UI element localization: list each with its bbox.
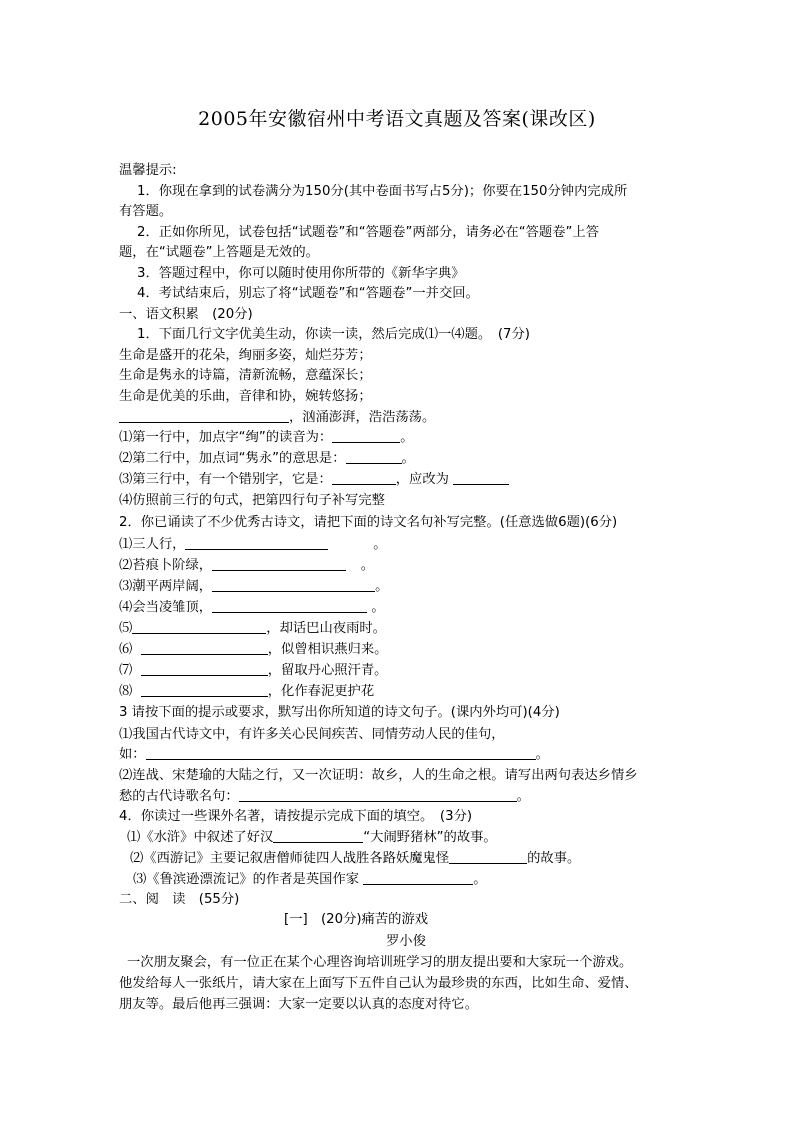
answer-blank[interactable] bbox=[146, 745, 536, 760]
answer-blank[interactable] bbox=[119, 408, 289, 423]
question-2-6: ⑹ ，似曾相识燕归来。 bbox=[119, 642, 388, 657]
answer-blank[interactable] bbox=[332, 470, 396, 485]
answer-blank[interactable] bbox=[363, 870, 473, 885]
answer-blank[interactable] bbox=[212, 577, 375, 592]
question-1-4: ⑷仿照前三行的句式，把第四行句子补写完整 bbox=[119, 493, 385, 508]
tip-1-line-1: 1．你现在拿到的试卷满分为150分(其中卷面书写占5分)；你要在150分钟内完成所 bbox=[137, 184, 628, 199]
question-3-2-line-1: ⑵连战、宋楚瑜的大陆之行，又一次证明：故乡，人的生命之根。请写出两句表达乡情乡 bbox=[119, 768, 638, 783]
tip-2-line-2: 题，在“试题卷”上答题是无效的。 bbox=[119, 245, 319, 260]
question-1-3: ⑶第三行中，有一个错别字，它是： ，应改为 bbox=[119, 470, 509, 490]
answer-blank[interactable] bbox=[141, 661, 268, 676]
answer-blank[interactable] bbox=[332, 428, 400, 443]
section-2-heading: 二、阅 读 (55分) bbox=[119, 892, 240, 907]
tip-4: 4．考试结束后，别忘了将“试题卷”和“答题卷”一并交回。 bbox=[137, 286, 479, 301]
question-2-1: ⑴三人行， 。 bbox=[119, 537, 387, 552]
question-3-1-line-2: 如： 。 bbox=[119, 747, 549, 762]
answer-blank[interactable] bbox=[346, 449, 402, 464]
question-1-prompt: 1．下面几行文字优美生动，你读一读，然后完成⑴一⑷题。 (7分) bbox=[137, 327, 530, 342]
reading-paragraph-line-3: 朋友等。最后他再三强调：大家一定要以认真的态度对待它。 bbox=[119, 997, 479, 1012]
answer-blank[interactable] bbox=[185, 535, 328, 550]
reading-paragraph-line-1: 一次朋友聚会，有一位正在某个心理咨询培训班学习的朋友提出要和大家玩一个游戏。 bbox=[127, 955, 633, 970]
question-2-prompt: 2．你已诵读了不少优秀古诗文，请把下面的诗文名句补写完整。(任意选做6题)(6分) bbox=[119, 515, 618, 530]
question-4-2: ⑵《西游记》主要记叙唐僧师徒四人战胜各路妖魔鬼怪 的故事。 bbox=[130, 851, 581, 866]
poem-line-4: ，汹涌澎湃，浩浩荡荡。 bbox=[119, 408, 435, 428]
answer-blank[interactable] bbox=[212, 556, 346, 571]
answer-blank[interactable] bbox=[141, 640, 268, 655]
question-1-2: ⑵第二行中，加点词“隽永”的意思是： 。 bbox=[119, 451, 415, 466]
question-4-prompt: 4．你读过一些课外名著，请按提示完成下面的填空。 (3分) bbox=[119, 809, 473, 824]
answer-blank[interactable] bbox=[273, 828, 363, 843]
answer-blank[interactable] bbox=[239, 787, 517, 802]
question-2-5: ⑸ ，却话巴山夜雨时。 bbox=[119, 621, 386, 636]
poem-line-1: 生命是盛开的花朵，绚丽多姿，灿烂芬芳； bbox=[119, 348, 372, 363]
question-2-4: ⑷会当凌雏顶， 。 bbox=[119, 600, 385, 615]
section-1-heading: 一、语文积累 (20分) bbox=[119, 307, 253, 322]
document-title: 2005年安徽宿州中考语文真题及答案(课改区) bbox=[198, 108, 596, 130]
question-2-7: ⑺ ，留取丹心照汗青。 bbox=[119, 663, 388, 678]
reading-title: [一] (20分)痛苦的游戏 bbox=[284, 912, 429, 927]
tip-1-line-2: 有答题。 bbox=[119, 204, 173, 219]
question-4-3: ⑶《鲁滨逊漂流记》的作者是英国作家 。 bbox=[133, 872, 487, 887]
reading-author: 罗小俊 bbox=[386, 934, 426, 949]
tips-heading: 温馨提示: bbox=[119, 163, 177, 178]
question-2-2: ⑵苔痕卜阶绿， 。 bbox=[119, 558, 375, 573]
tip-3: 3．答题过程中，你可以随时使用你所带的《新华字典》 bbox=[137, 266, 465, 281]
tip-2-line-1: 2．正如你所见，试卷包括“试题卷”和“答题卷”两部分，请务必在“答题卷”上答 bbox=[137, 225, 599, 240]
question-3-2-line-2: 愁的古代诗歌名句： 。 bbox=[119, 789, 530, 804]
question-2-8: ⑻ ，化作春泥更护花 bbox=[119, 684, 375, 699]
reading-paragraph-line-2: 他发给每人一张纸片，请大家在上面写下五件自己认为最珍贵的东西，比如生命、爱情、 bbox=[119, 976, 638, 991]
answer-blank[interactable] bbox=[132, 619, 266, 634]
poem-line-2: 生命是隽永的诗篇，清新流畅，意蕴深长； bbox=[119, 368, 372, 383]
answer-blank[interactable] bbox=[449, 849, 527, 864]
answer-blank[interactable] bbox=[212, 598, 367, 613]
question-2-3: ⑶潮平两岸阔， 。 bbox=[119, 579, 389, 594]
question-4-1: ⑴《水浒》中叙述了好汉 “大闹野猪林”的故事。 bbox=[127, 830, 497, 845]
question-3-1-line-1: ⑴我国古代诗文中，有许多关心民间疾苦、同情劳动人民的佳句， bbox=[119, 727, 505, 742]
answer-blank[interactable] bbox=[141, 682, 268, 697]
question-3-prompt: 3 请按下面的提示或要求，默写出你所知道的诗文句子。(课内外均可)(4分) bbox=[119, 705, 560, 720]
question-1-1: ⑴第一行中，加点字“绚”的读音为： 。 bbox=[119, 430, 414, 445]
answer-blank[interactable] bbox=[453, 470, 509, 485]
poem-line-3: 生命是优美的乐曲，音律和协，婉转悠扬； bbox=[119, 389, 372, 404]
